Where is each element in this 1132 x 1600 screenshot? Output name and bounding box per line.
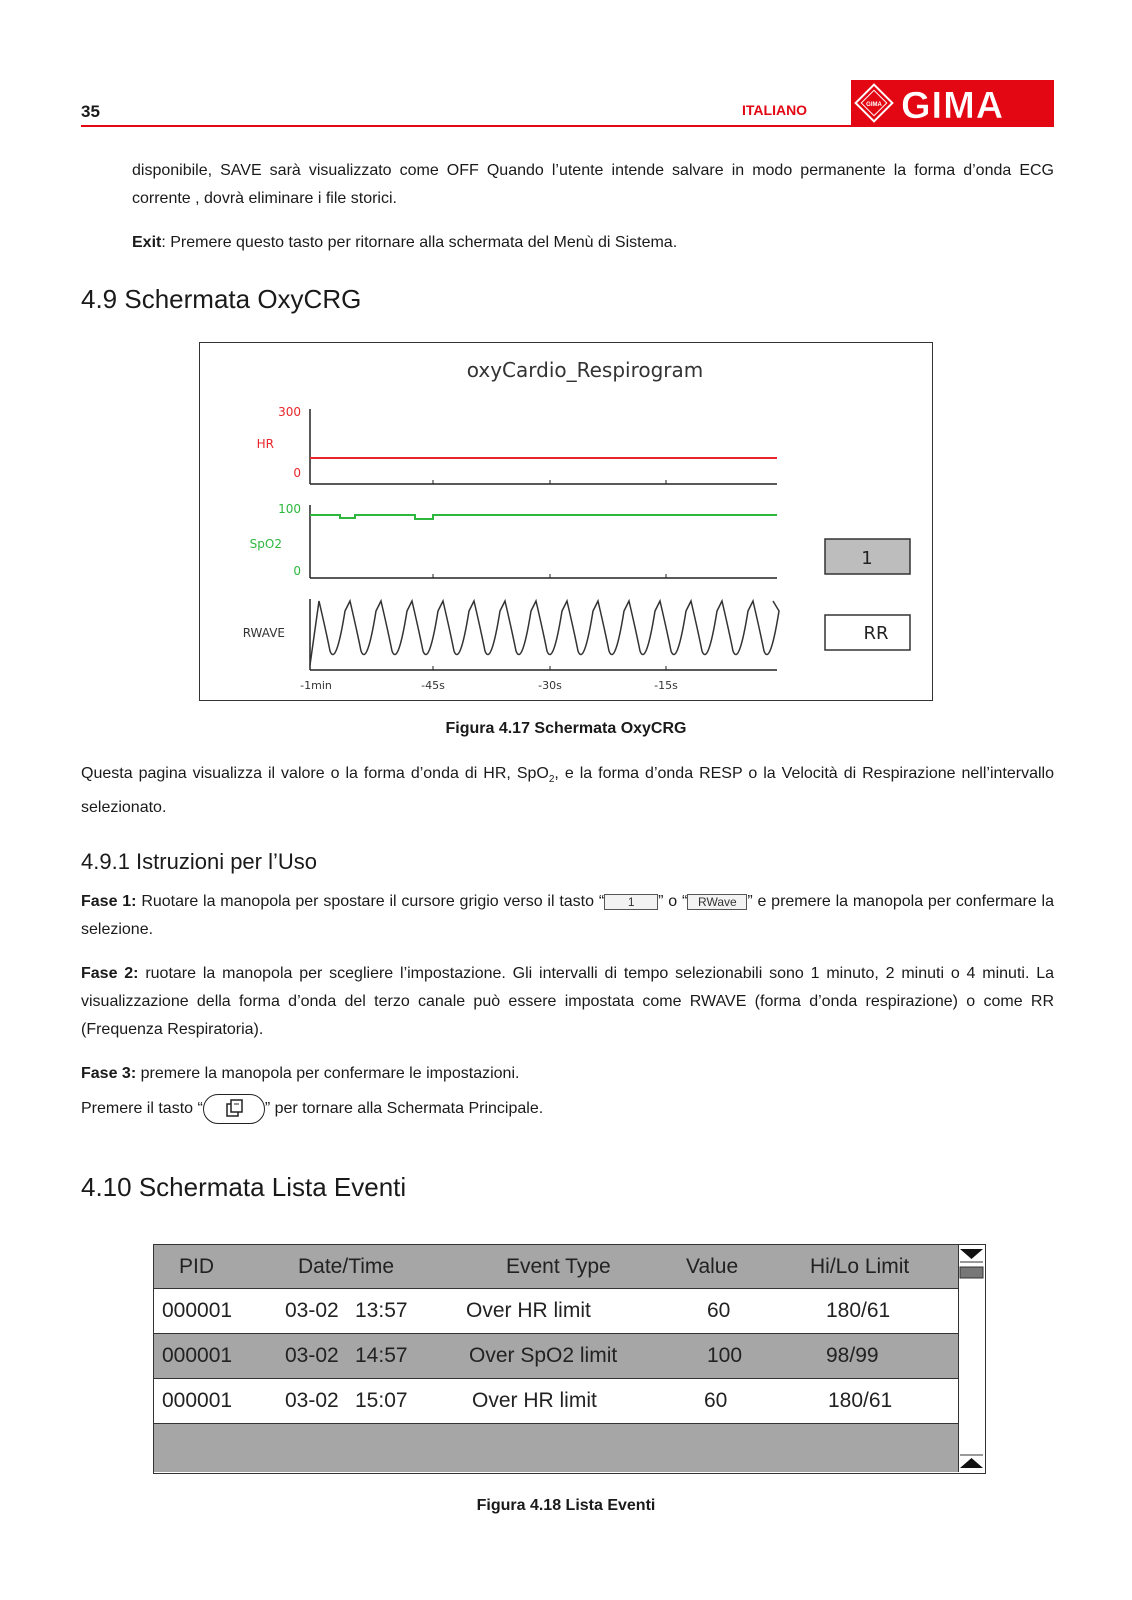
exit-text: : Premere questo tasto per ritornare alla schermata del Menù di Sistema. (161, 234, 678, 251)
hr-top-label: 300 (278, 405, 301, 419)
time-tick-label: -15s (654, 679, 678, 692)
row-value: 60 (704, 1389, 728, 1412)
rwave-waveform (310, 601, 779, 665)
row-value: 100 (707, 1344, 743, 1367)
table-row[interactable] (154, 1379, 958, 1424)
table-row[interactable] (154, 1289, 958, 1334)
step-3-label: Fase 3: (81, 1065, 137, 1082)
row-pid: 000001 (162, 1389, 233, 1412)
scroll-thumb[interactable] (960, 1267, 983, 1278)
header-value: Value (686, 1255, 739, 1278)
time-tick-label: -30s (538, 679, 562, 692)
rwave-name-label: RWAVE (242, 626, 285, 640)
step-1-text-a: Ruotare la manopola per spostare il cursore grigio verso il tasto “ (136, 893, 605, 910)
row-date: 03-02 (285, 1299, 339, 1322)
mode-button-label: RR (863, 623, 889, 644)
section-4-9-title: 4.9 Schermata OxyCRG (81, 284, 362, 314)
figure-4-18-caption: Figura 4.18 Lista Eventi (476, 1497, 656, 1514)
step-3-text: premere la manopola per confermare le impostazioni. (136, 1065, 520, 1082)
step-3-paragraph (81, 1060, 1054, 1088)
return-text-a: Premere il tasto “ (81, 1100, 203, 1118)
return-text-b: ” per tornare alla Schermata Principale. (264, 1100, 544, 1118)
oxycrg-title: oxyCardio_Respirogram (466, 358, 704, 382)
row-pid: 000001 (162, 1299, 233, 1322)
header-limit: Hi/Lo Limit (810, 1255, 910, 1278)
table-header (154, 1245, 958, 1289)
description-subscript: 2 (548, 774, 555, 786)
section-4-9-description (81, 760, 1054, 822)
row-pid: 000001 (162, 1344, 233, 1367)
spo2-trend-line (310, 515, 777, 519)
table-row[interactable] (154, 1334, 958, 1379)
spo2-bottom-label: 0 (293, 564, 301, 578)
time-tick-label: -1min (300, 679, 332, 692)
time-tick-label: -45s (421, 679, 445, 692)
table-empty-area (154, 1424, 958, 1472)
header-event-type: Event Type (506, 1255, 611, 1278)
step-2-paragraph (81, 960, 1054, 1044)
spo2-top-label: 100 (278, 502, 301, 516)
step-2-text: ruotare la manopola per scegliere l’impostazione. Gli intervalli di tempo selezionabili sono 1 minuto, 2 minuti o 4 minuti. La visualizzazione della forma d’onda del terzo canale può essere impostata come RWAVE (forma d’onda respirazione) o come RR (Frequenza Respiratoria). (81, 965, 1055, 1038)
scroll-up-arrow-icon[interactable] (960, 1455, 983, 1468)
svg-text:GIMA: GIMA (901, 85, 1005, 127)
row-time: 14:57 (355, 1344, 408, 1367)
description-part-b: , e la forma d’onda RESP o la Velocità di Respirazione nell’intervallo selezionato. (81, 765, 1054, 817)
scroll-down-arrow-icon[interactable] (960, 1249, 983, 1262)
row-date: 03-02 (285, 1389, 339, 1412)
hr-name-label: HR (256, 437, 274, 451)
step-1-paragraph (81, 888, 1054, 944)
oxycrg-screen (199, 342, 933, 701)
gima-logo (851, 80, 1054, 127)
oxycrg-chart (200, 343, 931, 699)
exit-label: Exit (132, 234, 162, 251)
row-limit: 180/61 (828, 1389, 893, 1412)
header-pid: PID (179, 1255, 215, 1278)
row-event: Over HR limit (466, 1299, 591, 1322)
section-4-10-title: 4.10 Schermata Lista Eventi (81, 1172, 407, 1202)
row-event: Over SpO2 limit (469, 1344, 618, 1367)
figure-4-17-caption: Figura 4.17 Schermata OxyCRG (445, 720, 687, 737)
row-value: 60 (707, 1299, 731, 1322)
row-limit: 98/99 (826, 1344, 879, 1367)
step-1-label: Fase 1: (81, 893, 137, 910)
row-event: Over HR limit (472, 1389, 597, 1412)
interval-key-icon: 1 (604, 894, 658, 910)
interval-button-label: 1 (861, 548, 873, 569)
svg-text:GIMA: GIMA (866, 102, 882, 108)
row-time: 13:57 (355, 1299, 408, 1322)
language-label: ITALIANO (742, 102, 808, 118)
step-1-text-b: ” o “ (658, 893, 688, 910)
intro-paragraph: disponibile, SAVE sarà visualizzato come OFF Quando l’utente intende salvare in modo permanente la forma d’onda ECG corrente , dovrà eliminare i file storici. (132, 162, 1054, 207)
interval-button[interactable] (825, 539, 910, 574)
step-2-label: Fase 2: (81, 965, 139, 982)
row-time: 15:07 (355, 1389, 408, 1412)
rwave-key-icon: RWave (687, 894, 747, 910)
mode-button[interactable] (825, 615, 910, 650)
table-scrollbar[interactable] (958, 1245, 984, 1472)
description-part-a: Questa pagina visualizza il valore o la forma d’onda di HR, SpO (81, 765, 549, 782)
step-1-text-c: ” e premere la manopola per confermare la selezione. (81, 893, 1055, 938)
spo2-name-label: SpO2 (249, 537, 282, 551)
hr-bottom-label: 0 (293, 466, 301, 480)
event-list-table (153, 1244, 986, 1474)
row-date: 03-02 (285, 1344, 339, 1367)
section-4-9-1-title: 4.9.1 Istruzioni per l’Uso (81, 849, 317, 874)
main-screen-key-icon (203, 1094, 265, 1124)
page-number: 35 (81, 102, 100, 121)
header-date-time: Date/Time (298, 1255, 395, 1278)
exit-paragraph (132, 229, 1054, 257)
row-limit: 180/61 (826, 1299, 891, 1322)
return-paragraph (81, 1094, 1054, 1124)
